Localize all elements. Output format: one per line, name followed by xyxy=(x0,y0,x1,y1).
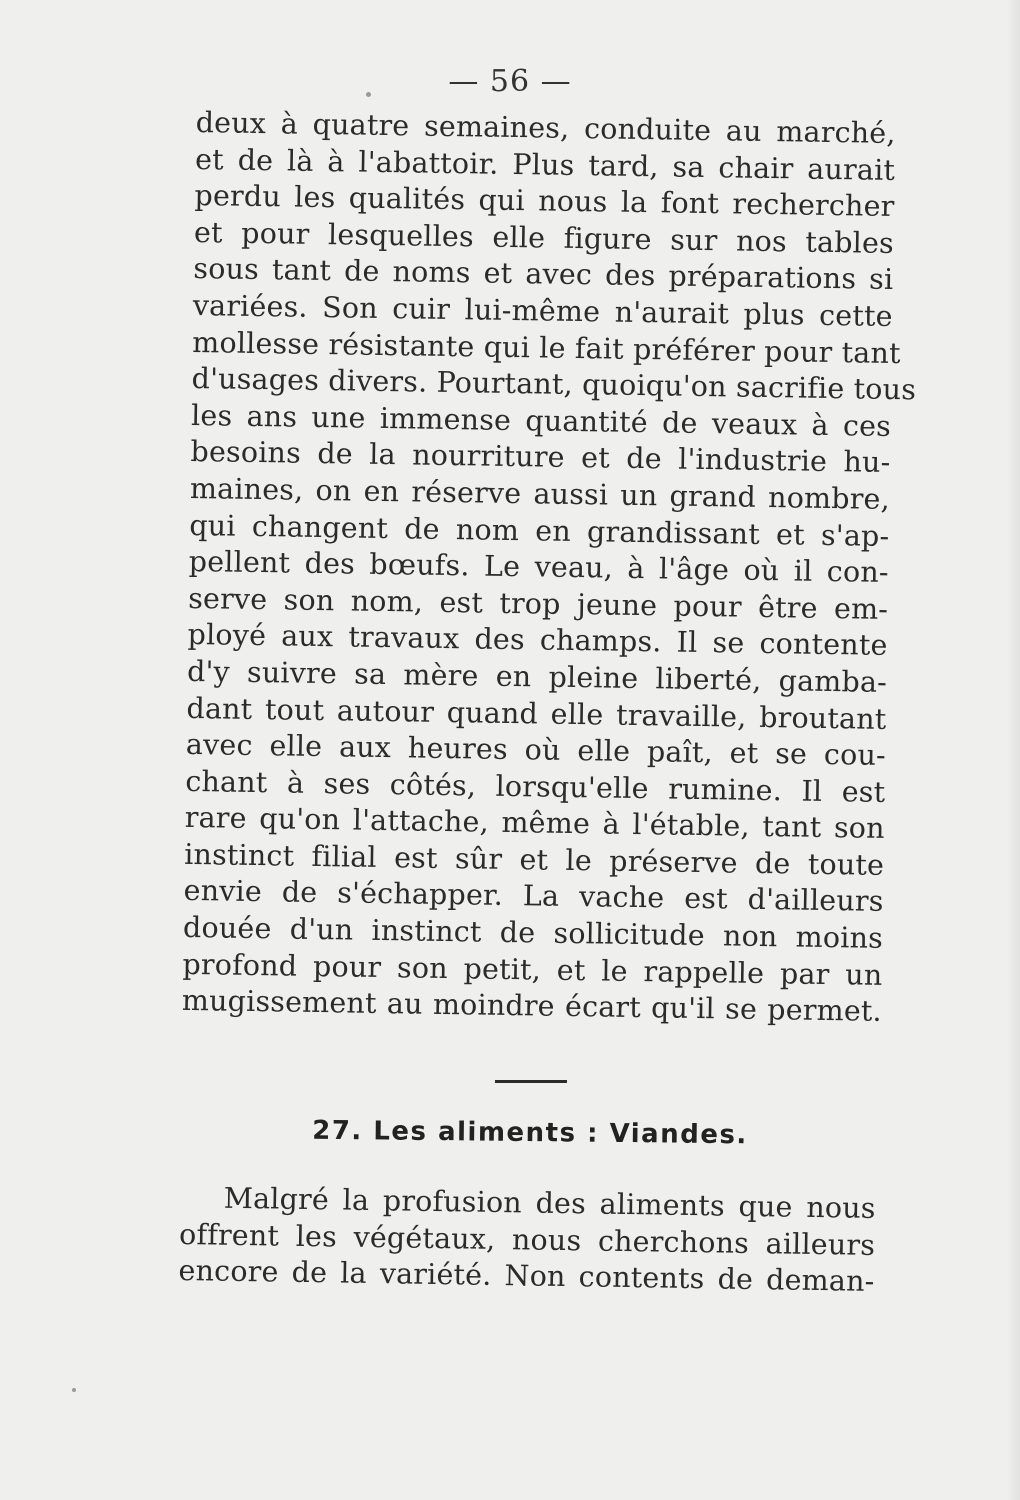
text-line: mollesse résistante qui le fait préférer pour tant xyxy=(192,325,901,370)
page-number: — 56 — xyxy=(448,64,572,99)
text-line: dant tout autour quand elle travaille, broutant xyxy=(186,691,887,736)
text-line: offrent les végétaux, nous cherchons ailleurs xyxy=(178,1217,876,1262)
text-line: envie de s'échapper. La vache est d'ailleurs xyxy=(183,874,884,919)
text-line: d'usages divers. Pourtant, quoiqu'on sacrifie tous xyxy=(191,362,917,407)
text-line: deux à quatre semaines, conduite au marché, xyxy=(195,105,896,150)
section-divider xyxy=(495,1080,567,1083)
print-speck xyxy=(72,1388,76,1392)
text-line: douée d'un instinct de sollicitude non moins xyxy=(182,910,884,955)
body-paragraph xyxy=(181,105,917,1031)
text-line: qui changent de nom en grandissant et s'ap- xyxy=(189,508,890,553)
text-line: serve son nom, est trop jeune pour être em- xyxy=(187,581,889,626)
text-line: variées. Son cuir lui-même n'aurait plus cette xyxy=(192,288,894,333)
text-line: instinct filial est sûr et le préserve de toute xyxy=(183,837,885,882)
text-line: et de là à l'abattoir. Plus tard, sa chair aurait xyxy=(194,142,896,187)
text-line: chant à ses côtés, lorsqu'elle rumine. Il est xyxy=(185,764,886,809)
text-line: sous tant de noms et avec des préparations si xyxy=(193,252,894,297)
page-edge-shadow xyxy=(1006,0,1020,1500)
text-line: avec elle aux heures où elle paît, et se cou- xyxy=(185,728,887,773)
text-line: d'y suivre sa mère en pleine liberté, gamba- xyxy=(186,654,888,699)
text-line: mugissement au moindre écart qu'il se permet. xyxy=(181,984,883,1029)
text-line: ployé aux travaux des champs. Il se contente xyxy=(187,618,888,663)
text-line: Malgré la profusion des aliments que nous xyxy=(223,1181,876,1225)
section-heading: 27. Les aliments : Viandes. xyxy=(312,1115,748,1151)
section-paragraph xyxy=(178,1180,876,1301)
text-line: maines, on en réserve aussi un grand nombre, xyxy=(189,471,891,516)
text-line: pellent des bœufs. Le veau, à l'âge où il con- xyxy=(188,545,890,590)
text-line: les ans une immense quantité de veaux à ces xyxy=(190,398,892,443)
text-line: profond pour son petit, et le rappelle par un xyxy=(182,947,883,992)
text-line: perdu les qualités qui nous la font rechercher xyxy=(194,179,895,224)
text-line: rare qu'on l'attache, même à l'étable, tant son xyxy=(184,801,885,846)
text-line: besoins de la nourriture et de l'industrie hu- xyxy=(190,435,891,480)
text-line: et pour lesquelles elle figure sur nos tables xyxy=(193,215,895,260)
text-line: encore de la variété. Non contents de deman- xyxy=(178,1254,875,1299)
